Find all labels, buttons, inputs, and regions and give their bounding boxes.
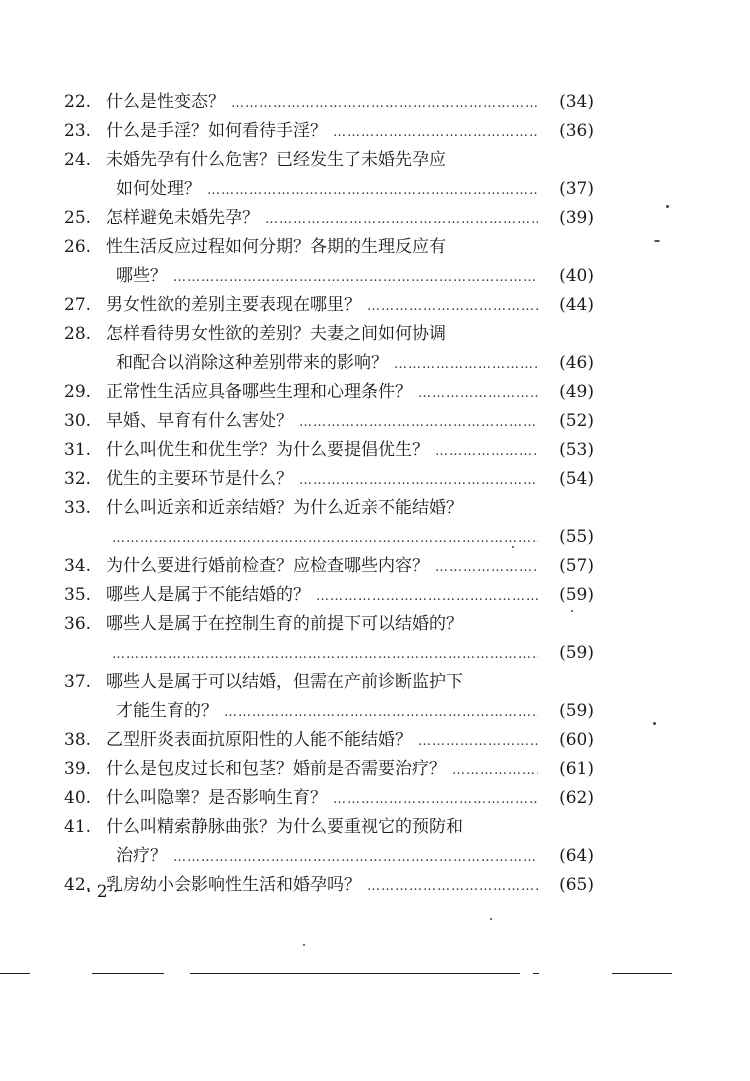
- toc-entry-number: 26.: [64, 237, 92, 257]
- dot-leader: [112, 524, 538, 553]
- toc-entry-title: 乳房幼小会影响性生活和婚孕吗？: [106, 875, 361, 895]
- dot-leader: [333, 118, 538, 147]
- toc-entry-page: (55): [559, 527, 594, 547]
- page-number: · 2 ·: [86, 882, 119, 902]
- toc-entry-page: (36): [559, 121, 594, 141]
- toc-entry-number: 30.: [64, 411, 92, 431]
- scan-edge-line: [190, 973, 520, 974]
- toc-entry-continuation: [64, 639, 594, 668]
- toc-entry: [64, 813, 594, 871]
- toc-entry-line: [64, 755, 594, 784]
- toc-entry: [64, 436, 594, 465]
- toc-entry-number: 42.: [64, 875, 92, 895]
- toc-entry-continuation: [64, 175, 594, 204]
- toc-entry-title: 性生活反应过程如何分期？各期的生理反应有: [106, 237, 446, 257]
- toc-entry-line: [64, 494, 594, 523]
- toc-entry-number: 37.: [64, 672, 92, 692]
- toc-entry: [64, 146, 594, 204]
- toc-entry-number: 34.: [64, 556, 92, 576]
- scan-edge-line: [92, 973, 164, 974]
- toc-entry-title: 什么叫隐睾？是否影响生育？: [106, 788, 327, 808]
- scan-speck: [654, 240, 660, 242]
- toc-entry-continuation: [64, 697, 594, 726]
- toc-entry: [64, 407, 594, 436]
- dot-leader: [173, 263, 538, 292]
- toc-entry-page: (59): [559, 585, 594, 605]
- dot-leader: [367, 292, 538, 321]
- toc-entry-page: (54): [559, 469, 594, 489]
- toc-entry-page: (53): [559, 440, 594, 460]
- toc-entry-title: 男女性欲的差别主要表现在哪里？: [106, 295, 361, 315]
- toc-entry: [64, 465, 594, 494]
- toc-entry-number: 41.: [64, 817, 92, 837]
- toc-entry: [64, 610, 594, 668]
- toc-entry-page: (59): [559, 701, 594, 721]
- dot-leader: [224, 698, 538, 727]
- dot-leader: [231, 89, 538, 118]
- toc-entry-title: 什么是手淫？如何看待手淫？: [106, 121, 327, 141]
- toc-entry-continuation: [64, 262, 594, 291]
- dot-leader: [173, 843, 538, 872]
- toc-entry-number: 40.: [64, 788, 92, 808]
- toc-entry-page: (39): [559, 208, 594, 228]
- toc-entry-number: 31.: [64, 440, 92, 460]
- toc-entry-title: 什么是包皮过长和包茎？婚前是否需要治疗？: [106, 759, 446, 779]
- toc-entry-page: (52): [559, 411, 594, 431]
- toc-entry-number: 39.: [64, 759, 92, 779]
- toc-entry-line: [64, 465, 594, 494]
- toc-entry-page: (57): [559, 556, 594, 576]
- dot-leader: [452, 756, 538, 785]
- scan-speck: [571, 610, 573, 612]
- toc-entry-line: [64, 291, 594, 320]
- toc-entry-continuation: [64, 523, 594, 552]
- toc-entry-continuation: [64, 349, 594, 378]
- toc-entry-line: [64, 146, 594, 175]
- toc-entry-line: [64, 88, 594, 117]
- toc-entry-page: (46): [559, 353, 594, 373]
- toc-entry-page: (37): [559, 179, 594, 199]
- toc-entry-title: 哪些人是属于可以结婚，但需在产前诊断监护下: [106, 672, 463, 692]
- dot-leader: [435, 437, 538, 466]
- dot-leader: [418, 727, 538, 756]
- toc-entry: [64, 581, 594, 610]
- toc-entry-title: 怎样避免未婚先孕？: [106, 208, 259, 228]
- dot-leader: [418, 379, 538, 408]
- toc-entry-title: 什么是性变态？: [106, 92, 225, 112]
- dot-leader: [316, 582, 538, 611]
- toc-entry-line: [64, 784, 594, 813]
- toc-entry: [64, 88, 594, 117]
- toc-entry: [64, 755, 594, 784]
- toc-entry-line: [64, 871, 594, 900]
- toc-entry-line: [64, 378, 594, 407]
- toc-entry-page: (34): [559, 92, 594, 112]
- toc-entry-title: 什么叫优生和优生学？为什么要提倡优生？: [106, 440, 429, 460]
- toc-entry-page: (64): [559, 846, 594, 866]
- toc-entry: [64, 784, 594, 813]
- toc-entry-line: [64, 552, 594, 581]
- toc-entry-title: 乙型肝炎表面抗原阳性的人能不能结婚？: [106, 730, 412, 750]
- toc-entry-page: (62): [559, 788, 594, 808]
- toc-entry-number: 36.: [64, 614, 92, 634]
- toc-entry: [64, 291, 594, 320]
- scan-speck: [490, 918, 492, 920]
- toc-entry-line: [64, 610, 594, 639]
- table-of-contents: [64, 88, 594, 900]
- toc-entry-page: (49): [559, 382, 594, 402]
- scan-speck: [303, 944, 305, 946]
- toc-entry-line: [64, 726, 594, 755]
- toc-entry-title: 哪些人是属于不能结婚的？: [106, 585, 310, 605]
- scan-speck: [653, 722, 656, 725]
- dot-leader: [435, 553, 538, 582]
- toc-entry-line: [64, 204, 594, 233]
- scan-edge-line: [612, 973, 672, 974]
- toc-entry-page: (59): [559, 643, 594, 663]
- toc-entry-number: 28.: [64, 324, 92, 344]
- scan-speck: [666, 205, 669, 208]
- toc-entry-continuation: [64, 842, 594, 871]
- toc-entry-title: 未婚先孕有什么危害？已经发生了未婚先孕应: [106, 150, 446, 170]
- toc-entry-page: (65): [559, 875, 594, 895]
- toc-entry-number: 25.: [64, 208, 92, 228]
- toc-entry: [64, 871, 594, 900]
- toc-entry: [64, 726, 594, 755]
- toc-entry-title: 为什么要进行婚前检查？应检查哪些内容？: [106, 556, 429, 576]
- toc-entry: [64, 552, 594, 581]
- toc-entry-number: 27.: [64, 295, 92, 315]
- toc-entry-title: 和配合以消除这种差别带来的影响？: [116, 353, 388, 373]
- toc-entry-number: 22.: [64, 92, 92, 112]
- toc-entry-number: 24.: [64, 150, 92, 170]
- toc-entry-title: 什么叫近亲和近亲结婚？为什么近亲不能结婚？: [106, 498, 463, 518]
- toc-entry-page: (44): [559, 295, 594, 315]
- toc-entry-title: 如何处理？: [116, 179, 201, 199]
- dot-leader: [265, 205, 538, 234]
- toc-entry-line: [64, 436, 594, 465]
- toc-entry-number: 32.: [64, 469, 92, 489]
- toc-entry-number: 23.: [64, 121, 92, 141]
- dot-leader: [333, 785, 538, 814]
- toc-entry-line: [64, 407, 594, 436]
- scan-edge-line: [533, 973, 539, 974]
- toc-entry: [64, 320, 594, 378]
- toc-entry-title: 什么叫精索静脉曲张？为什么要重视它的预防和: [106, 817, 463, 837]
- toc-entry-line: [64, 320, 594, 349]
- toc-entry-title: 优生的主要环节是什么？: [106, 469, 293, 489]
- toc-entry-page: (60): [559, 730, 594, 750]
- toc-entry-title: 哪些？: [116, 266, 167, 286]
- dot-leader: [112, 640, 538, 669]
- toc-entry-page: (61): [559, 759, 594, 779]
- toc-entry-line: [64, 117, 594, 146]
- toc-entry-number: 38.: [64, 730, 92, 750]
- toc-entry-title: 怎样看待男女性欲的差别？夫妻之间如何协调: [106, 324, 446, 344]
- toc-entry-title: 治疗？: [116, 846, 167, 866]
- scan-speck: [512, 546, 514, 548]
- dot-leader: [207, 176, 538, 205]
- toc-entry-title: 早婚、早育有什么害处？: [106, 411, 293, 431]
- toc-entry-title: 正常性生活应具备哪些生理和心理条件？: [106, 382, 412, 402]
- toc-entry-number: 35.: [64, 585, 92, 605]
- dot-leader: [299, 408, 538, 437]
- toc-entry-number: 29.: [64, 382, 92, 402]
- toc-entry: [64, 204, 594, 233]
- toc-entry: [64, 378, 594, 407]
- toc-entry: [64, 668, 594, 726]
- toc-entry-line: [64, 668, 594, 697]
- scan-edge-line: [0, 973, 30, 974]
- toc-entry-title: 才能生育的？: [116, 701, 218, 721]
- toc-entry-title: 哪些人是属于在控制生育的前提下可以结婚的？: [106, 614, 463, 634]
- dot-leader: [299, 466, 538, 495]
- toc-entry: [64, 494, 594, 552]
- toc-entry: [64, 117, 594, 146]
- dot-leader: [394, 350, 538, 379]
- toc-entry-page: (40): [559, 266, 594, 286]
- dot-leader: [367, 872, 538, 901]
- toc-entry-line: [64, 233, 594, 262]
- toc-entry: [64, 233, 594, 291]
- toc-entry-line: [64, 813, 594, 842]
- toc-entry-line: [64, 581, 594, 610]
- toc-entry-number: 33.: [64, 498, 92, 518]
